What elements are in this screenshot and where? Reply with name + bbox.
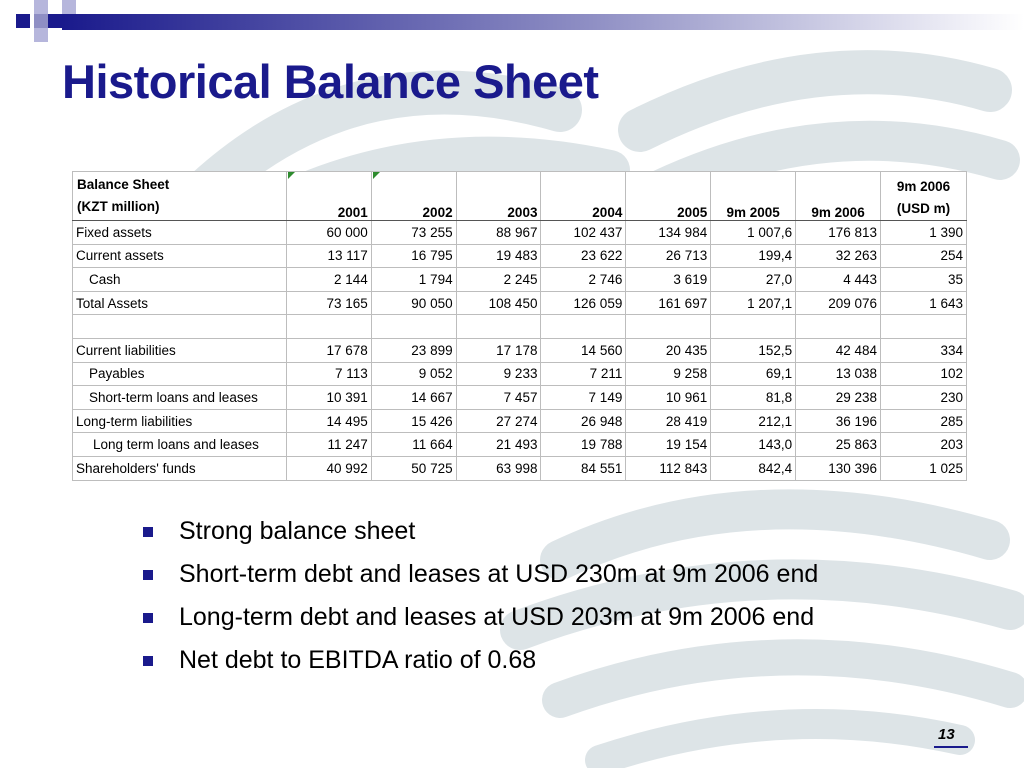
table-cell: 3 619 [626,268,711,292]
bullet-square-icon [143,613,153,623]
bullet-text: Strong balance sheet [179,517,416,545]
table-cell: 126 059 [541,291,626,315]
column-header-9m2006: 9m 2006 [796,172,881,221]
column-header-usd [881,172,967,221]
table-row [73,221,967,245]
table-cell: 26 948 [541,409,626,433]
row-label: Fixed assets [73,221,287,245]
table-cell: 19 788 [541,433,626,457]
table-cell [371,315,456,339]
table-row [73,244,967,268]
table-cell: 73 165 [286,291,371,315]
table-cell: 29 238 [796,386,881,410]
header-label [73,172,287,221]
row-label: Short-term loans and leases [73,386,287,410]
table-cell: 81,8 [711,386,796,410]
table-cell: 176 813 [796,221,881,245]
row-label: Long term loans and leases [73,433,287,457]
table-row [73,268,967,292]
table-cell: 285 [881,409,967,433]
table-cell: 1 207,1 [711,291,796,315]
page-number: 13 [938,726,955,743]
table-cell: 50 725 [371,456,456,480]
table-cell: 334 [881,338,967,362]
bullet-item [140,558,818,601]
table-cell: 1 794 [371,268,456,292]
table-cell: 40 992 [286,456,371,480]
table-cell: 1 643 [881,291,967,315]
table-row [73,338,967,362]
table-cell: 60 000 [286,221,371,245]
bullet-text: Short-term debt and leases at USD 230m at 9m 2006 end [179,560,819,588]
table-cell: 1 390 [881,221,967,245]
table-cell [286,315,371,339]
table-cell: 9 233 [456,362,541,386]
table-cell: 102 [881,362,967,386]
table-cell: 152,5 [711,338,796,362]
table-cell: 230 [881,386,967,410]
row-label: Current assets [73,244,287,268]
table-cell: 108 450 [456,291,541,315]
table-cell: 2 245 [456,268,541,292]
table-cell [796,315,881,339]
table-cell: 199,4 [711,244,796,268]
table-cell: 13 038 [796,362,881,386]
column-header-2003: 2003 [456,172,541,221]
table-cell: 14 667 [371,386,456,410]
table-cell: 26 713 [626,244,711,268]
row-label: Total Assets [73,291,287,315]
table-cell: 161 697 [626,291,711,315]
table-cell: 102 437 [541,221,626,245]
table-cell: 32 263 [796,244,881,268]
table-row [73,291,967,315]
bullet-text: Net debt to EBITDA ratio of 0.68 [179,646,537,674]
header-marker-icon [373,172,380,179]
page-number-underline [934,746,968,748]
header-label-line1: Balance Sheet [77,177,170,192]
row-label: Payables [73,362,287,386]
balance-sheet-table [72,171,967,481]
bullet-square-icon [143,656,153,666]
table-cell: 254 [881,244,967,268]
table-cell: 23 899 [371,338,456,362]
table-cell: 2 746 [541,268,626,292]
table-cell: 15 426 [371,409,456,433]
table-cell: 90 050 [371,291,456,315]
table-cell: 9 052 [371,362,456,386]
table-row [73,362,967,386]
table-cell: 4 443 [796,268,881,292]
bullet-square-icon [143,570,153,580]
header-marker-icon [288,172,295,179]
table-cell: 10 391 [286,386,371,410]
table-cell: 10 961 [626,386,711,410]
table-row [73,456,967,480]
column-header-usd-line1: 9m 2006 [896,179,951,194]
table-cell: 203 [881,433,967,457]
table-cell: 19 483 [456,244,541,268]
table-cell: 27,0 [711,268,796,292]
table-cell [881,315,967,339]
table-cell: 1 025 [881,456,967,480]
row-label: Current liabilities [73,338,287,362]
table-cell: 21 493 [456,433,541,457]
row-label: Shareholders' funds [73,456,287,480]
table-cell: 88 967 [456,221,541,245]
table-cell: 25 863 [796,433,881,457]
column-header-2002: 2002 [371,172,456,221]
table-cell: 7 211 [541,362,626,386]
table-cell: 13 117 [286,244,371,268]
table-cell: 73 255 [371,221,456,245]
column-header-2001: 2001 [286,172,371,221]
table-cell: 7 149 [541,386,626,410]
table-cell: 11 247 [286,433,371,457]
table-cell: 23 622 [541,244,626,268]
table-cell: 17 678 [286,338,371,362]
table-cell: 63 998 [456,456,541,480]
bullet-square-icon [143,527,153,537]
table-cell: 19 154 [626,433,711,457]
table-cell: 11 664 [371,433,456,457]
bullet-list [140,515,818,687]
table-header-row [73,172,967,221]
table-cell: 14 560 [541,338,626,362]
table-cell: 20 435 [626,338,711,362]
column-header-2004: 2004 [541,172,626,221]
bullet-item [140,515,818,558]
bullet-text: Long-term debt and leases at USD 203m at 9m 2006 end [179,603,815,631]
header-decoration [0,0,1024,48]
table-cell: 209 076 [796,291,881,315]
table-cell: 112 843 [626,456,711,480]
table-cell: 14 495 [286,409,371,433]
table-cell: 84 551 [541,456,626,480]
column-header-9m2005: 9m 2005 [711,172,796,221]
table-cell: 35 [881,268,967,292]
table-cell: 842,4 [711,456,796,480]
table-cell: 28 419 [626,409,711,433]
bullet-item [140,644,818,687]
table-cell: 2 144 [286,268,371,292]
table-cell: 212,1 [711,409,796,433]
column-header-2005: 2005 [626,172,711,221]
table-cell: 130 396 [796,456,881,480]
table-cell: 143,0 [711,433,796,457]
table-cell [711,315,796,339]
table-cell: 17 178 [456,338,541,362]
table-cell: 134 984 [626,221,711,245]
table-cell: 1 007,6 [711,221,796,245]
table-cell: 27 274 [456,409,541,433]
header-label-line2: (KZT million) [77,199,160,214]
table-cell: 9 258 [626,362,711,386]
table-row [73,433,967,457]
table-row [73,315,967,339]
table-row [73,386,967,410]
row-label: Cash [73,268,287,292]
row-label: Long-term liabilities [73,409,287,433]
table-cell: 16 795 [371,244,456,268]
table-cell [626,315,711,339]
row-label [73,315,287,339]
table-cell: 36 196 [796,409,881,433]
column-header-usd-line2: (USD m) [896,201,951,216]
table-cell: 7 457 [456,386,541,410]
table-cell [541,315,626,339]
bullet-item [140,601,818,644]
table-row [73,409,967,433]
table-cell: 7 113 [286,362,371,386]
slide-title: Historical Balance Sheet [62,55,599,108]
table-cell [456,315,541,339]
table-cell: 42 484 [796,338,881,362]
table-cell: 69,1 [711,362,796,386]
